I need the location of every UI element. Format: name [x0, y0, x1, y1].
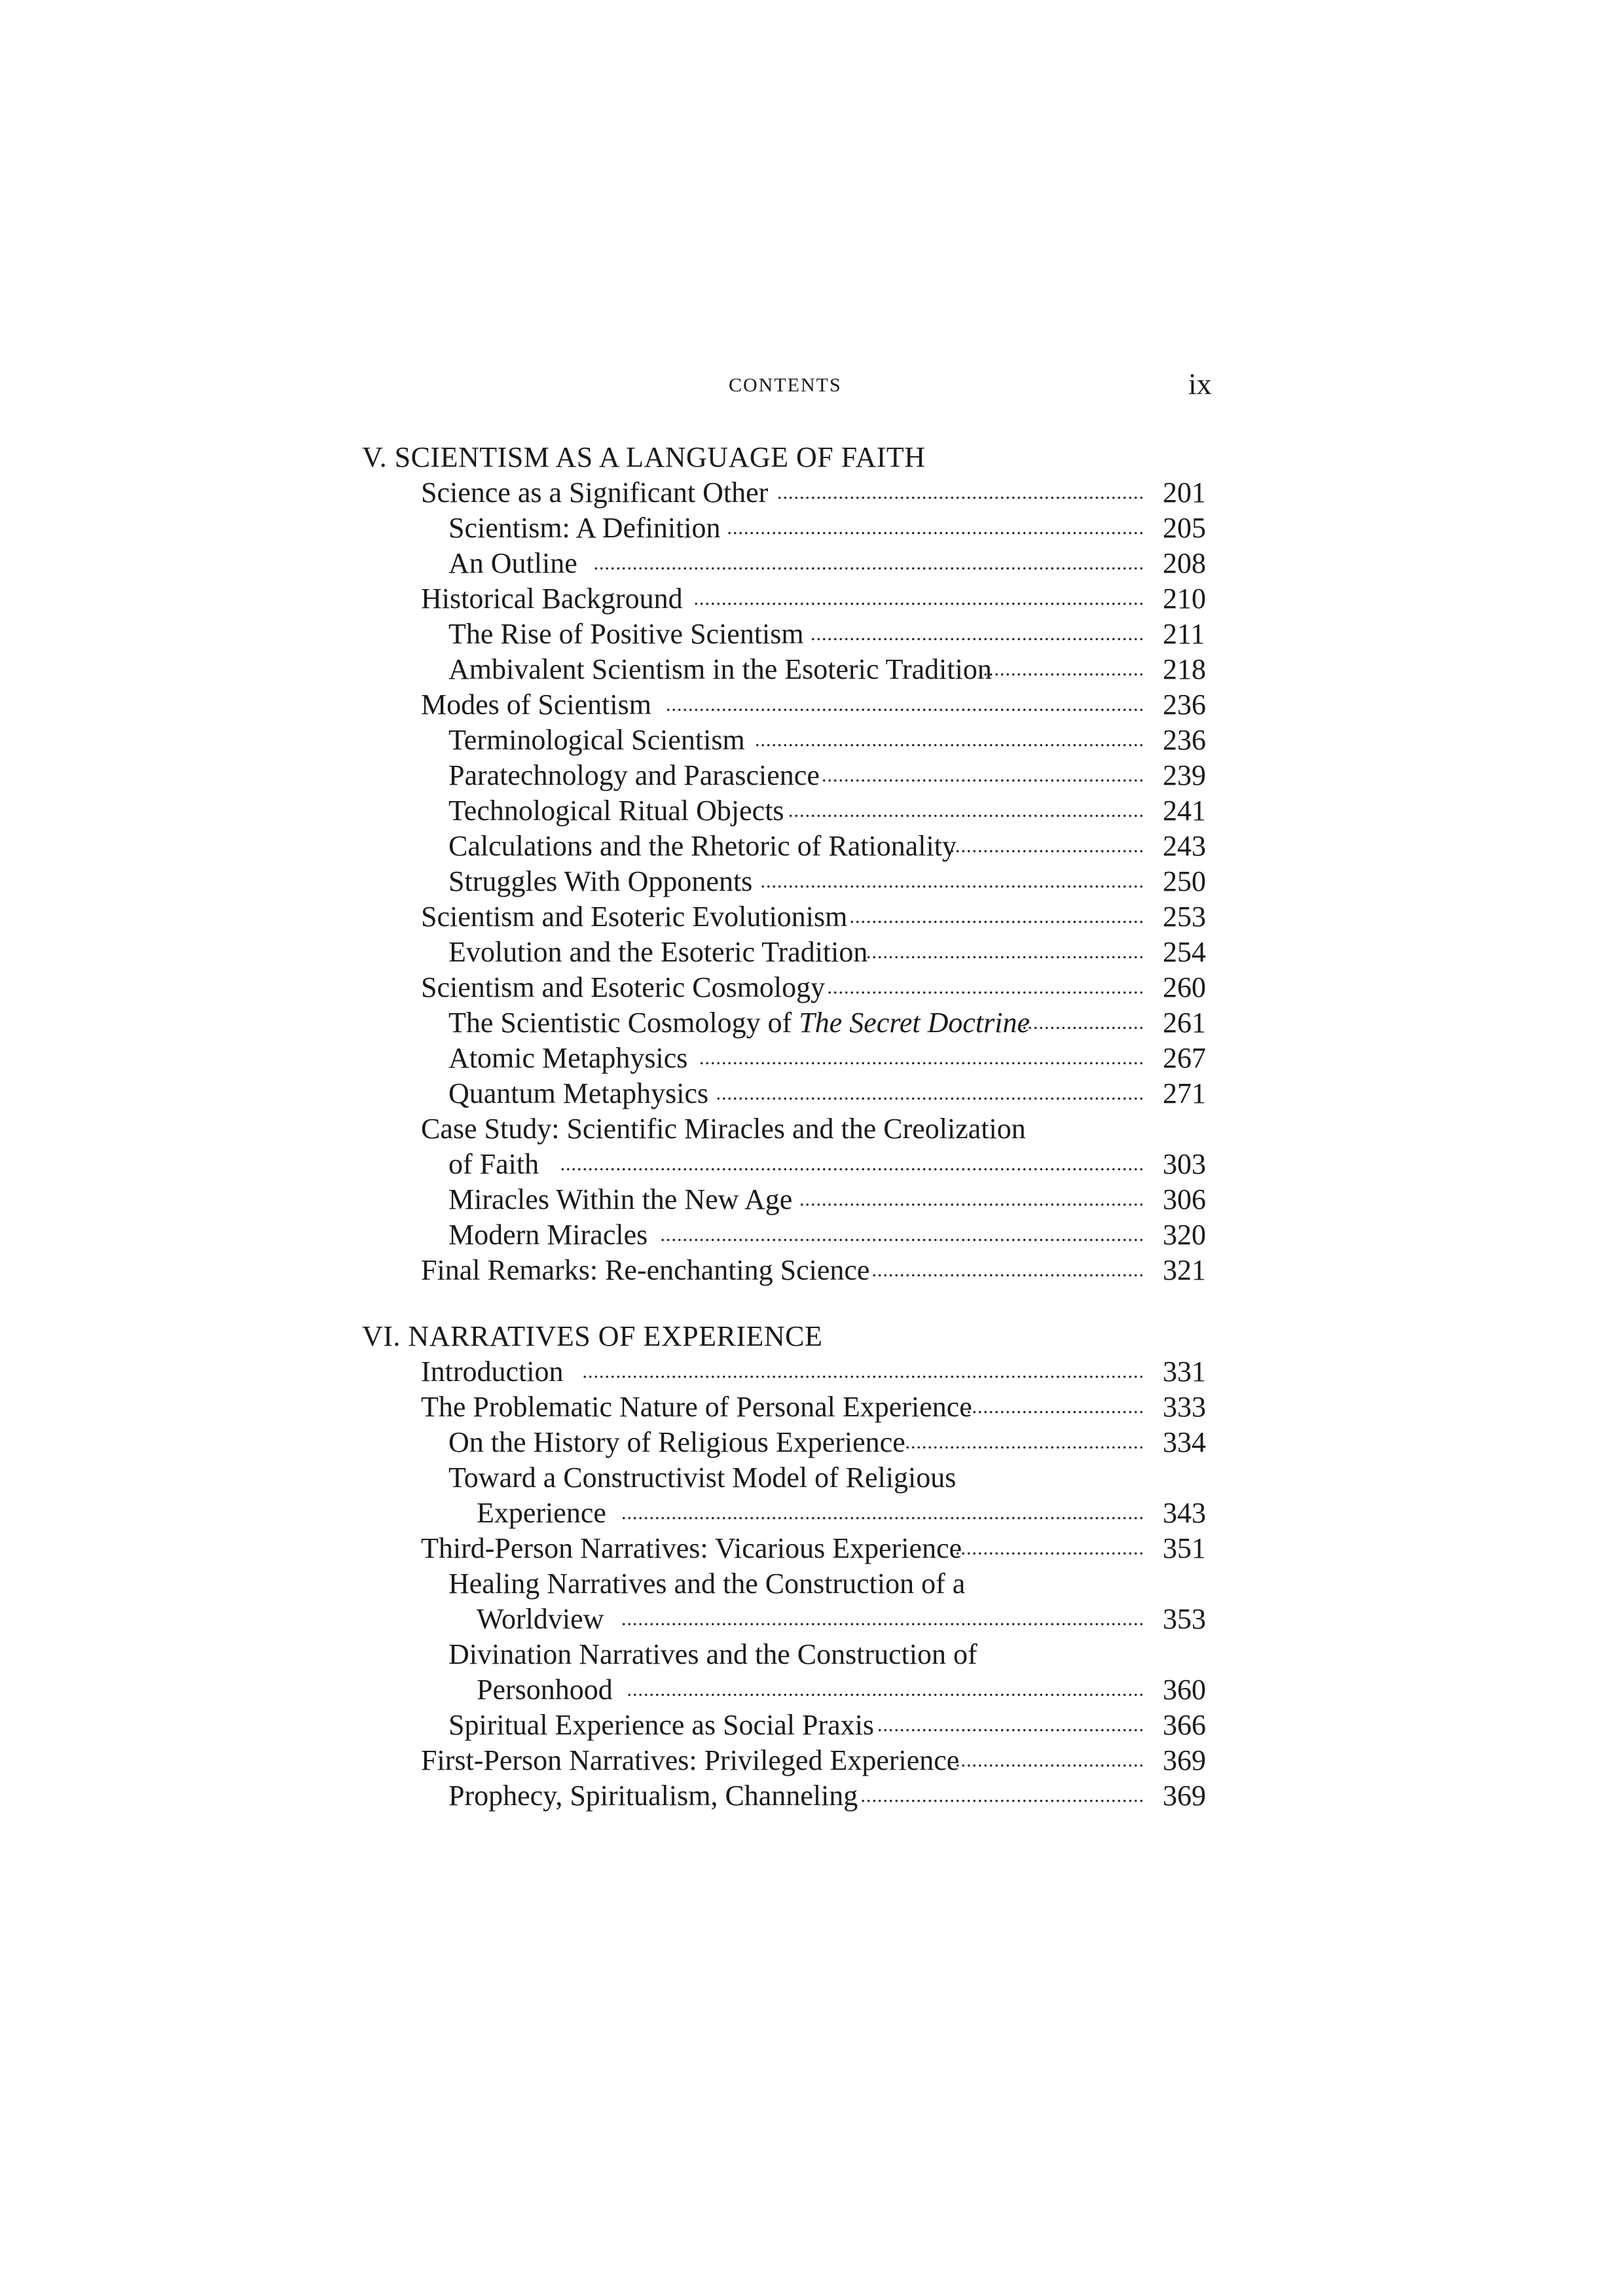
toc-entry: [0, 757, 1623, 795]
toc-entry-title: [421, 898, 847, 936]
toc-page-number: 321: [1163, 1254, 1206, 1286]
toc-entry-title: [421, 580, 683, 618]
toc-entry-text: Scientism and Esoteric Evolutionism: [421, 901, 848, 933]
toc-page-number: 208: [1163, 547, 1206, 579]
toc-entry-text: The Scientistic Cosmology of: [448, 1007, 799, 1039]
toc-entry-text: Final Remarks: Re-enchanting Science: [421, 1254, 870, 1286]
toc-entry-text: Prophecy, Spiritualism, Channeling: [448, 1780, 858, 1812]
toc-entry-text: of Faith: [448, 1148, 539, 1180]
page-number: ix: [1188, 367, 1212, 401]
dot-leader: ................................: [966, 1396, 1144, 1418]
toc-entry-text: Calculations and the Rhetoric of Rationality: [448, 830, 957, 862]
dot-leader: .............................................................................: [716, 1083, 1144, 1104]
toc-entry-text: Struggles With Opponents: [448, 865, 753, 897]
toc-entry-text: Scientism and Esoteric Cosmology: [421, 971, 826, 1003]
toc-entry-title: [448, 1706, 874, 1744]
toc-entry-title: [448, 651, 992, 689]
toc-entry-title: [448, 1459, 956, 1497]
toc-page-number: 369: [1163, 1780, 1206, 1812]
toc-entry-text: Modes of Scientism: [421, 689, 651, 721]
toc-entry-text: Atomic Metaphysics: [448, 1042, 688, 1074]
dot-leader: ............................................................: [811, 623, 1144, 645]
dot-leader: ................................................: [877, 1714, 1144, 1736]
dot-leader: .................................................: [871, 1259, 1144, 1281]
toc-entry-text: Quantum Metaphysics: [448, 1077, 709, 1109]
toc-entry-title: [448, 1216, 647, 1254]
toc-entry: [0, 474, 1623, 512]
dot-leader: ......................................................................................: [666, 694, 1144, 715]
toc-entry-text: Experience: [477, 1497, 606, 1529]
toc-entry: [0, 545, 1623, 583]
toc-entry-text: Personhood: [477, 1674, 613, 1706]
toc-entry: [0, 1706, 1623, 1744]
toc-entry-title: [421, 1110, 1026, 1148]
toc-entry: [0, 1565, 1623, 1603]
toc-entry: [0, 898, 1623, 936]
toc-entry: [0, 969, 1623, 1007]
toc-entry-title: [448, 509, 721, 547]
toc-entry-title: [448, 1777, 858, 1815]
toc-entry-text: Introduction: [421, 1355, 564, 1388]
dot-leader: .....................................................: [849, 906, 1144, 927]
toc-entry-title: [448, 1039, 687, 1077]
dot-leader: .........................................................: [827, 977, 1144, 998]
dot-leader: ..........................................................: [822, 764, 1144, 786]
toc-page-number: 205: [1163, 512, 1206, 544]
dot-leader: .......................................................................................: [660, 1224, 1144, 1246]
toc-entry: [0, 827, 1623, 865]
toc-entry-text: Miracles Within the New Age: [448, 1183, 793, 1215]
toc-page-number: 243: [1163, 830, 1206, 862]
dot-leader: ......................: [1022, 1012, 1144, 1033]
toc-entry-title: [421, 1251, 869, 1289]
toc-page-number: 250: [1163, 865, 1206, 897]
dot-leader: ...................................................................................................: [593, 552, 1144, 574]
toc-page-number: 201: [1163, 476, 1206, 509]
toc-entry: [0, 686, 1623, 724]
dot-leader: ..................................................................: [777, 482, 1144, 503]
toc-entry-text: First-Person Narratives: Privileged Experience: [421, 1744, 960, 1776]
toc-entry: [0, 1110, 1623, 1148]
toc-page-number: 241: [1163, 795, 1206, 827]
toc-entry-title: [448, 1565, 965, 1603]
running-head: CONTENTS: [729, 374, 842, 396]
toc-entry-text: Modern Miracles: [448, 1219, 648, 1251]
toc-entry: [0, 1494, 1623, 1532]
toc-page-number: 260: [1163, 971, 1206, 1003]
toc-entry-text: Divination Narratives and the Construction of: [448, 1638, 977, 1670]
toc-page-number: 239: [1163, 759, 1206, 791]
toc-entry-title: [477, 1671, 613, 1709]
toc-entry: [0, 1636, 1623, 1674]
toc-entry: [0, 1742, 1623, 1780]
toc-chapter-heading: [0, 1318, 1623, 1355]
toc-entry: [0, 651, 1623, 689]
toc-entry-text: Healing Narratives and the Construction of a: [448, 1568, 966, 1600]
toc-entry-text: VI. NARRATIVES OF EXPERIENCE: [362, 1320, 823, 1352]
toc-entry-title: [448, 615, 804, 653]
toc-entry-title: [448, 1181, 792, 1219]
toc-entry-title: [477, 1600, 604, 1638]
dot-leader: .....................................................................................................: [582, 1361, 1144, 1382]
toc-entry-title: [362, 439, 926, 476]
toc-page-number: 351: [1163, 1532, 1206, 1564]
toc-entry: [0, 721, 1623, 759]
toc-entry-title: [448, 1004, 1030, 1042]
toc-entry: [0, 1145, 1623, 1183]
toc-page-number: 320: [1163, 1219, 1206, 1251]
toc-entry-text: Paratechnology and Parascience: [448, 759, 820, 791]
toc-page-number: 211: [1163, 618, 1205, 650]
toc-entry-text: Toward a Constructivist Model of Religious: [448, 1462, 957, 1494]
toc-entry-text: On the History of Religious Experience: [448, 1426, 905, 1458]
toc-page-number: 236: [1163, 689, 1206, 721]
toc-page-number: 360: [1163, 1674, 1206, 1706]
toc-entry: [0, 1530, 1623, 1568]
toc-entry-text: The Problematic Nature of Personal Experience: [421, 1391, 972, 1423]
toc-page-number: 303: [1163, 1148, 1206, 1180]
toc-entry: [0, 1671, 1623, 1709]
toc-chapter-heading: [0, 439, 1623, 476]
toc-page-number: 333: [1163, 1391, 1206, 1423]
toc-page-number: 271: [1163, 1077, 1206, 1109]
toc-entry: [0, 1388, 1623, 1426]
toc-entry-title: [362, 1318, 822, 1355]
toc-entry: [0, 1216, 1623, 1254]
toc-entry-title: [448, 1075, 708, 1113]
dot-leader: .................................................................................: [693, 588, 1144, 609]
toc-entry-text: The Rise of Positive Scientism: [448, 618, 804, 650]
dot-leader: ......................................................................: [755, 729, 1144, 751]
toc-entry-title: [448, 1145, 539, 1183]
dot-leader: .....................................................................: [760, 870, 1144, 892]
toc-entry-title: [421, 1530, 962, 1568]
toc-entry: [0, 580, 1623, 618]
toc-entry: [0, 933, 1623, 971]
toc-page-number: 369: [1163, 1744, 1206, 1776]
toc-entry: [0, 863, 1623, 901]
dot-leader: ...................................................: [860, 1785, 1144, 1806]
dot-leader: ..................................: [955, 1537, 1144, 1559]
toc-page-number: 353: [1163, 1603, 1206, 1635]
toc-entry: [0, 509, 1623, 547]
toc-entry-text: An Outline: [448, 547, 577, 579]
toc-entry: [0, 1777, 1623, 1815]
toc-page-number: 306: [1163, 1183, 1206, 1215]
toc-entry: [0, 1600, 1623, 1638]
toc-page-number: 334: [1163, 1426, 1206, 1458]
toc-entry: [0, 1039, 1623, 1077]
toc-entry-text: Case Study: Scientific Miracles and the Creolization: [421, 1113, 1026, 1145]
toc-page-number: 331: [1163, 1355, 1206, 1388]
toc-entry-title: [421, 1353, 564, 1391]
toc-entry: [0, 1424, 1623, 1462]
toc-page-number: 254: [1163, 936, 1206, 968]
toc-entry: [0, 1004, 1623, 1042]
toc-page-number: 261: [1163, 1007, 1206, 1039]
toc-entry-title: [448, 933, 867, 971]
dot-leader: .........................................................................................................: [560, 1153, 1144, 1175]
toc-entry-text: V. SCIENTISM AS A LANGUAGE OF FAITH: [362, 441, 926, 473]
toc-entry: [0, 1181, 1623, 1219]
toc-page-number: 236: [1163, 724, 1206, 756]
toc-entry-title: [421, 686, 651, 724]
toc-entry: [0, 1459, 1623, 1497]
toc-entry-title: [421, 1388, 972, 1426]
toc-entry: [0, 1075, 1623, 1113]
toc-entry-italic-title: The Secret Doctrine: [799, 1007, 1030, 1039]
toc-entry-title: [448, 1424, 905, 1462]
toc-entry-title: [448, 792, 784, 830]
toc-entry-title: [448, 545, 577, 583]
dot-leader: ...................................: [949, 835, 1144, 857]
dot-leader: ..................................................: [866, 941, 1144, 963]
toc-page-number: 253: [1163, 901, 1206, 933]
dot-leader: .............................: [983, 658, 1144, 680]
toc-entry-title: [448, 827, 957, 865]
toc-entry-text: Evolution and the Esoteric Tradition: [448, 936, 868, 968]
toc-entry: [0, 615, 1623, 653]
toc-entry-title: [421, 1742, 959, 1780]
toc-entry: [0, 1353, 1623, 1391]
dot-leader: ...........................................................................: [727, 517, 1144, 539]
dot-leader: ..............................................................................................: [621, 1502, 1144, 1524]
toc-entry-title: [421, 969, 825, 1007]
dot-leader: ................................................................................: [699, 1047, 1144, 1069]
dot-leader: ..................................: [955, 1749, 1144, 1771]
toc-entry-title: [448, 721, 745, 759]
toc-entry-text: Worldview: [477, 1603, 604, 1635]
dot-leader: .............................................................................................: [627, 1679, 1144, 1700]
toc-entry-title: [448, 757, 820, 795]
toc-entry-text: Third-Person Narratives: Vicarious Experience: [421, 1532, 962, 1564]
toc-entry-title: [421, 474, 768, 512]
toc-entry-text: Technological Ritual Objects: [448, 795, 784, 827]
toc-entry-text: Scientism: A Definition: [448, 512, 721, 544]
dot-leader: ...........................................: [905, 1431, 1144, 1453]
dot-leader: ..............................................................: [799, 1189, 1144, 1210]
toc-page-number: 218: [1163, 653, 1206, 685]
toc-entry: [0, 1251, 1623, 1289]
toc-entry-text: Terminological Scientism: [448, 724, 745, 756]
toc-page-number: 343: [1163, 1497, 1206, 1529]
toc-entry-title: [448, 1636, 977, 1674]
toc-entry-text: Science as a Significant Other: [421, 476, 769, 509]
toc-entry-text: Spiritual Experience as Social Praxis: [448, 1709, 875, 1741]
dot-leader: ................................................................: [788, 800, 1144, 821]
toc-entry-title: [448, 863, 752, 901]
toc-entry-title: [477, 1494, 606, 1532]
toc-page-number: 267: [1163, 1042, 1206, 1074]
toc-entry-text: Ambivalent Scientism in the Esoteric Tradition: [448, 653, 992, 685]
toc-page-number: 366: [1163, 1709, 1206, 1741]
dot-leader: ..............................................................................................: [621, 1608, 1144, 1630]
toc-page-number: 210: [1163, 583, 1206, 615]
toc-entry: [0, 792, 1623, 830]
toc-entry-text: Historical Background: [421, 583, 683, 615]
